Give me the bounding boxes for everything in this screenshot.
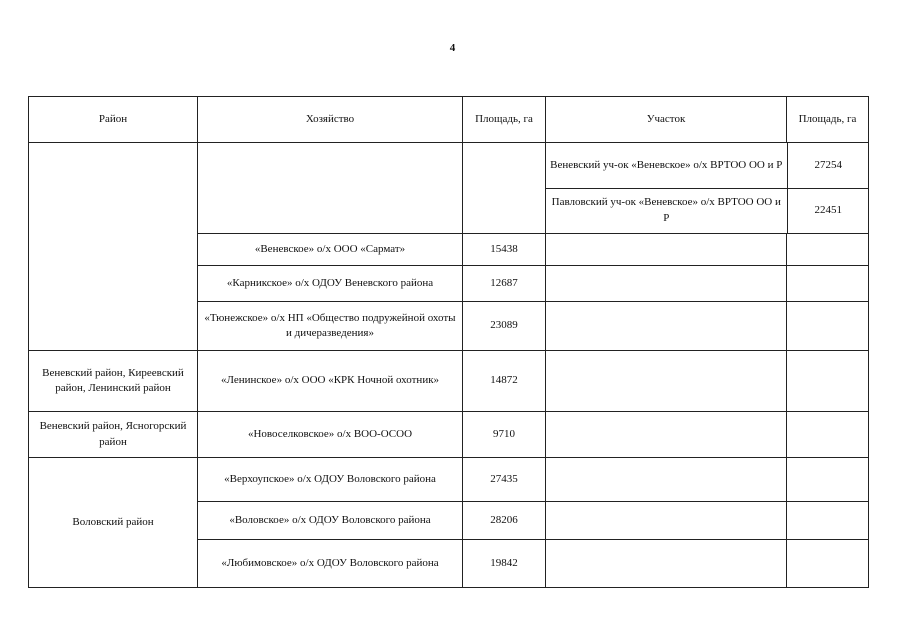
plot-area-cell: [787, 266, 869, 302]
subplots-cell: [546, 143, 869, 234]
district-cell: Веневский район, Киреевский район, Ленинский район: [29, 351, 198, 412]
plot-area-cell: [787, 302, 869, 351]
farm-cell: «Верхоупское» о/х ОДОУ Воловского района: [198, 458, 463, 502]
header-plot-area: Площадь, га: [787, 97, 869, 143]
hunting-grounds-table: [28, 96, 869, 588]
plot-cell: [546, 502, 787, 540]
plot-cell: [546, 234, 787, 266]
farm-cell: «Тюнежское» о/х НП «Общество подружейной охоты и дичеразведения»: [198, 302, 463, 351]
plot-cell: [546, 458, 787, 502]
subplot-row: [546, 143, 869, 188]
header-plot: Участок: [546, 97, 787, 143]
farm-cell: [198, 143, 463, 234]
area-cell: 12687: [463, 266, 546, 302]
header-row: [29, 97, 869, 143]
district-cell: Воловский район: [29, 458, 198, 588]
subplot-row: [546, 188, 869, 233]
district-cell: [29, 143, 198, 351]
header-farm: Хозяйство: [198, 97, 463, 143]
area-cell: 28206: [463, 502, 546, 540]
plot-cell: [546, 302, 787, 351]
plot-area-cell: 22451: [814, 204, 842, 217]
table-row: [29, 351, 869, 412]
area-cell: 27435: [463, 458, 546, 502]
table-row: [29, 412, 869, 458]
plot-area-cell: [787, 412, 869, 458]
plot-cell: [546, 540, 787, 588]
plot-cell: Павловский уч-ок «Веневское» о/х ВРТОО ОО и Р: [546, 188, 787, 233]
farm-cell: «Любимовское» о/х ОДОУ Воловского района: [198, 540, 463, 588]
plot-cell: Веневский уч-ок «Веневское» о/х ВРТОО ОО и Р: [546, 143, 787, 188]
area-cell: 15438: [463, 234, 546, 266]
farm-cell: «Новоселковское» о/х ВОО-ОСОО: [198, 412, 463, 458]
district-cell: Веневский район, Ясногорский район: [29, 412, 198, 458]
farm-cell: «Веневское» о/х ООО «Сармат»: [198, 234, 463, 266]
area-cell: 14872: [463, 351, 546, 412]
page-number: 4: [449, 42, 456, 54]
farm-cell: «Ленинское» о/х ООО «КРК Ночной охотник»: [198, 351, 463, 412]
farm-cell: «Карникское» о/х ОДОУ Веневского района: [198, 266, 463, 302]
header-district: Район: [29, 97, 198, 143]
plot-area-cell: [787, 502, 869, 540]
table-row: [29, 143, 869, 234]
plot-area-cell: [787, 540, 869, 588]
plot-area-cell: [787, 351, 869, 412]
subplots-table: [546, 143, 869, 233]
plot-cell: [546, 412, 787, 458]
plot-area-cell: 27254: [787, 143, 869, 188]
header-area: Площадь, га: [463, 97, 546, 143]
plot-area-cell: [787, 234, 869, 266]
plot-cell: [546, 266, 787, 302]
area-cell: 9710: [463, 412, 546, 458]
table-row: [29, 458, 869, 502]
area-cell: 23089: [463, 302, 546, 351]
area-cell: [463, 143, 546, 234]
farm-cell: «Воловское» о/х ОДОУ Воловского района: [198, 502, 463, 540]
plot-cell: [546, 351, 787, 412]
area-cell: 19842: [463, 540, 546, 588]
plot-area-cell: [787, 458, 869, 502]
